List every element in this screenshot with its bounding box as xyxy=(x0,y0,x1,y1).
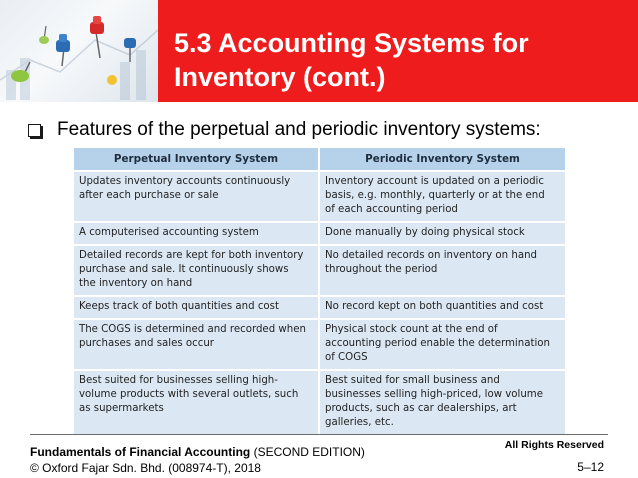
perpetual-cell-line: the inventory on hand xyxy=(79,278,193,289)
table-row xyxy=(73,171,566,222)
perpetual-cell-line: volume products with several outlets, such xyxy=(79,389,299,400)
periodic-cell xyxy=(319,296,566,319)
periodic-cell-line: Inventory account is updated on a periodic xyxy=(325,176,544,187)
periodic-cell xyxy=(319,370,566,435)
perpetual-cell xyxy=(73,171,319,222)
periodic-cell-line: Best suited for small business and xyxy=(325,375,500,386)
periodic-cell-line: Physical stock count at the end of xyxy=(325,324,498,335)
perpetual-cell xyxy=(73,319,319,370)
footer-rights: All Rights Reserved xyxy=(504,439,604,451)
table-row xyxy=(73,296,566,319)
table-row xyxy=(73,319,566,370)
blue-pin-icon xyxy=(56,34,70,66)
table-row xyxy=(73,245,566,296)
perpetual-cell-line: Keeps track of both quantities and cost xyxy=(79,301,279,312)
bullet-text: Features of the perpetual and periodic inventory systems: xyxy=(57,119,541,140)
perpetual-cell-line: Detailed records are kept for both inventory xyxy=(79,250,304,261)
red-pin-icon xyxy=(90,16,104,58)
header-pushpin-image xyxy=(0,0,158,102)
page-number: 5–12 xyxy=(577,460,604,474)
checkbox-bullet-icon xyxy=(28,124,41,137)
periodic-cell-line: throughout the period xyxy=(325,264,438,275)
periodic-cell xyxy=(319,222,566,245)
title-line-2: Inventory (cont.) xyxy=(174,62,386,92)
periodic-cell-line: accounting period enable the determination xyxy=(325,338,550,349)
header-perpetual: Perpetual Inventory System xyxy=(73,147,319,171)
periodic-cell xyxy=(319,319,566,370)
table-row xyxy=(73,370,566,435)
periodic-cell-line: basis, e.g. monthly, quarterly or at the end xyxy=(325,190,545,201)
table-header-row xyxy=(73,147,566,171)
green-pin-small-icon xyxy=(39,26,49,44)
perpetual-cell-line: Best suited for businesses selling high- xyxy=(79,375,278,386)
header-periodic: Periodic Inventory System xyxy=(319,147,566,171)
pushpins-chart-illustration xyxy=(0,0,158,102)
footer-left xyxy=(30,444,365,476)
periodic-cell-line: of each accounting period xyxy=(325,204,458,215)
bullet-item xyxy=(28,117,541,143)
periodic-cell-line: Done manually by doing physical stock xyxy=(325,227,525,238)
slide-title xyxy=(174,26,624,94)
perpetual-cell xyxy=(73,370,319,435)
perpetual-cell-line: The COGS is determined and recorded when xyxy=(79,324,306,335)
inventory-comparison-table xyxy=(72,146,567,436)
perpetual-cell xyxy=(73,222,319,245)
footer-copyright: © Oxford Fajar Sdn. Bhd. (008974-T), 2018 xyxy=(30,461,261,475)
perpetual-cell-line: after each purchase or sale xyxy=(79,190,219,201)
perpetual-cell-line: Updates inventory accounts continuously xyxy=(79,176,291,187)
footer-edition: (SECOND EDITION) xyxy=(250,445,365,459)
blue-pin-small-icon xyxy=(124,38,136,62)
perpetual-cell xyxy=(73,296,319,319)
perpetual-cell xyxy=(73,245,319,296)
periodic-cell-line: No record kept on both quantities and cost xyxy=(325,301,544,312)
table-row xyxy=(73,222,566,245)
yellow-pin-icon xyxy=(107,75,117,85)
periodic-cell-line: No detailed records on inventory on hand xyxy=(325,250,537,261)
periodic-cell xyxy=(319,245,566,296)
perpetual-cell-line: purchases and sales occur xyxy=(79,338,214,349)
periodic-cell xyxy=(319,171,566,222)
periodic-cell-line: businesses selling high-priced, low volume xyxy=(325,389,544,400)
perpetual-cell-line: purchase and sale. It continuously shows xyxy=(79,264,289,275)
title-line-1: 5.3 Accounting Systems for xyxy=(174,28,529,58)
periodic-cell-line: galleries, etc. xyxy=(325,417,394,428)
footer-book-title: Fundamentals of Financial Accounting xyxy=(30,445,251,459)
perpetual-cell-line: A computerised accounting system xyxy=(79,227,259,238)
periodic-cell-line: of COGS xyxy=(325,352,368,363)
footer-divider xyxy=(30,434,608,435)
periodic-cell-line: products, such as car dealerships, art xyxy=(325,403,517,414)
perpetual-cell-line: as supermarkets xyxy=(79,403,164,414)
